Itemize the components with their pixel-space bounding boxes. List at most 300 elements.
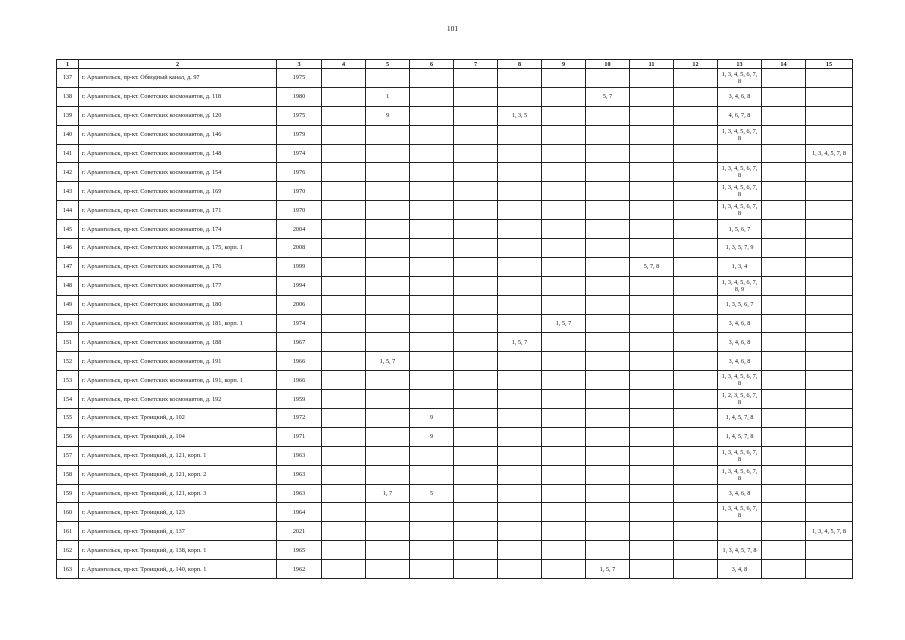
table-cell: [674, 352, 718, 371]
table-cell: [322, 144, 366, 163]
table-cell: [762, 333, 806, 352]
row-number-cell: 137: [57, 69, 79, 88]
table-cell: [410, 125, 454, 144]
table-row: [57, 522, 853, 541]
table-cell: [586, 522, 630, 541]
table-cell: [454, 446, 498, 465]
table-cell: [586, 427, 630, 446]
table-cell: [542, 446, 586, 465]
table-cell: [322, 484, 366, 503]
table-cell: 3, 4, 6, 8: [718, 314, 762, 333]
table-cell: [322, 465, 366, 484]
row-number-cell: 157: [57, 446, 79, 465]
address-cell: г. Архангельск, пр-кт. Советских космонавтов, д. 174: [79, 220, 277, 239]
table-cell: [762, 201, 806, 220]
table-cell: [454, 295, 498, 314]
table-cell: [762, 106, 806, 125]
table-cell: 1, 5, 7: [586, 560, 630, 579]
table-row: [57, 503, 853, 522]
table-cell: [542, 484, 586, 503]
row-number-cell: 156: [57, 427, 79, 446]
row-number-cell: 155: [57, 409, 79, 428]
table-cell: [674, 201, 718, 220]
row-number-cell: 140: [57, 125, 79, 144]
table-cell: [762, 390, 806, 409]
address-cell: г. Архангельск, пр-кт. Советских космонавтов, д. 177: [79, 276, 277, 295]
table-cell: [542, 541, 586, 560]
row-number-cell: 152: [57, 352, 79, 371]
address-cell: г. Архангельск, пр-кт. Советских космонавтов, д. 154: [79, 163, 277, 182]
table-cell: [454, 503, 498, 522]
table-row: [57, 314, 853, 333]
table-cell: [366, 163, 410, 182]
table-cell: [762, 371, 806, 390]
table-cell: [762, 522, 806, 541]
table-cell: [762, 352, 806, 371]
table-cell: 3, 4, 6, 8: [718, 333, 762, 352]
table-cell: [586, 409, 630, 428]
table-cell: [806, 163, 853, 182]
table-cell: [586, 182, 630, 201]
table-row: [57, 87, 853, 106]
table-cell: [410, 560, 454, 579]
table-cell: [454, 522, 498, 541]
table-cell: [674, 276, 718, 295]
row-number-cell: 145: [57, 220, 79, 239]
table-cell: [454, 276, 498, 295]
table-cell: [322, 333, 366, 352]
column-header: 2: [79, 60, 277, 69]
column-header: 1: [57, 60, 79, 69]
year-cell: 1994: [277, 276, 322, 295]
table-cell: [366, 522, 410, 541]
table-cell: [630, 239, 674, 258]
table-cell: [454, 163, 498, 182]
table-cell: [762, 503, 806, 522]
table-cell: [630, 333, 674, 352]
table-cell: [674, 541, 718, 560]
table-cell: [674, 446, 718, 465]
address-cell: г. Архангельск, пр-кт. Троицкий, д. 121, корп. 1: [79, 446, 277, 465]
table-cell: [322, 163, 366, 182]
table-cell: [586, 144, 630, 163]
table-cell: [542, 352, 586, 371]
table-cell: [366, 182, 410, 201]
table-cell: [498, 257, 542, 276]
address-cell: г. Архангельск, пр-кт. Троицкий, д. 121, корп. 2: [79, 465, 277, 484]
table-cell: [366, 541, 410, 560]
table-cell: 1, 3, 4, 5, 6, 7, 8: [718, 201, 762, 220]
address-cell: г. Архангельск, пр-кт. Троицкий, д. 140, корп. 1: [79, 560, 277, 579]
table-cell: [762, 484, 806, 503]
table-cell: [498, 522, 542, 541]
table-cell: [806, 541, 853, 560]
table-cell: [630, 69, 674, 88]
table-cell: 3, 4, 6, 8: [718, 352, 762, 371]
table-cell: 1, 3, 4, 5, 6, 7, 8: [718, 69, 762, 88]
address-cell: г. Архангельск, пр-кт. Обводный канал, д. 97: [79, 69, 277, 88]
year-cell: 1966: [277, 352, 322, 371]
table-cell: 1, 5, 7: [498, 333, 542, 352]
table-cell: [322, 409, 366, 428]
table-cell: [410, 201, 454, 220]
table-cell: [762, 144, 806, 163]
table-cell: [322, 371, 366, 390]
table-cell: [454, 390, 498, 409]
column-header: 5: [366, 60, 410, 69]
table-cell: 1, 5, 7: [366, 352, 410, 371]
table-cell: [322, 390, 366, 409]
table-cell: [762, 182, 806, 201]
year-cell: 1975: [277, 69, 322, 88]
table-cell: [498, 409, 542, 428]
table-cell: [410, 276, 454, 295]
table-cell: [410, 352, 454, 371]
row-number-cell: 149: [57, 295, 79, 314]
table-cell: [806, 69, 853, 88]
address-cell: г. Архангельск, пр-кт. Троицкий, д. 138, корп. 1: [79, 541, 277, 560]
table-cell: [586, 541, 630, 560]
table-cell: [366, 295, 410, 314]
table-cell: 1: [366, 87, 410, 106]
table-cell: [366, 446, 410, 465]
table-cell: [542, 163, 586, 182]
table-cell: [410, 541, 454, 560]
year-cell: 1959: [277, 390, 322, 409]
table-cell: [762, 239, 806, 258]
year-cell: 1962: [277, 560, 322, 579]
table-cell: [542, 560, 586, 579]
table-cell: [806, 390, 853, 409]
table-row: [57, 295, 853, 314]
table-cell: [630, 144, 674, 163]
table-cell: 1, 7: [366, 484, 410, 503]
address-cell: г. Архангельск, пр-кт. Троицкий, д. 123: [79, 503, 277, 522]
table-cell: [542, 465, 586, 484]
table-cell: [366, 125, 410, 144]
table-cell: [630, 446, 674, 465]
year-cell: 2006: [277, 295, 322, 314]
table-cell: [586, 220, 630, 239]
table-cell: [674, 427, 718, 446]
table-cell: [542, 522, 586, 541]
table-cell: [410, 257, 454, 276]
table-cell: [498, 352, 542, 371]
table-cell: [762, 276, 806, 295]
table-cell: [366, 371, 410, 390]
table-cell: [454, 352, 498, 371]
data-table: [56, 59, 853, 579]
table-cell: [674, 465, 718, 484]
table-row: [57, 465, 853, 484]
table-cell: [454, 125, 498, 144]
table-cell: 3, 4, 6, 8: [718, 87, 762, 106]
address-cell: г. Архангельск, пр-кт. Троицкий, д. 104: [79, 427, 277, 446]
table-cell: [410, 106, 454, 125]
table-cell: [366, 220, 410, 239]
address-cell: г. Архангельск, пр-кт. Советских космонавтов, д. 191, корп. 1: [79, 371, 277, 390]
table-cell: [762, 427, 806, 446]
year-cell: 1963: [277, 465, 322, 484]
address-cell: г. Архангельск, пр-кт. Троицкий, д. 137: [79, 522, 277, 541]
table-cell: 9: [410, 409, 454, 428]
row-number-cell: 143: [57, 182, 79, 201]
table-cell: 9: [366, 106, 410, 125]
table-cell: [322, 239, 366, 258]
table-cell: [366, 503, 410, 522]
table-cell: [806, 371, 853, 390]
address-cell: г. Архангельск, пр-кт. Советских космонавтов, д. 188: [79, 333, 277, 352]
table-cell: 1, 3, 5, 7, 9: [718, 239, 762, 258]
address-cell: г. Архангельск, пр-кт. Советских космонавтов, д. 181, корп. 1: [79, 314, 277, 333]
table-cell: [674, 314, 718, 333]
table-cell: 1, 2, 3, 5, 6, 7, 8: [718, 390, 762, 409]
table-cell: [410, 465, 454, 484]
table-cell: [630, 484, 674, 503]
table-cell: [454, 427, 498, 446]
address-cell: г. Архангельск, пр-кт. Советских космонавтов, д. 175, корп. 1: [79, 239, 277, 258]
table-cell: [498, 201, 542, 220]
table-cell: [674, 69, 718, 88]
table-cell: [762, 446, 806, 465]
table-cell: [674, 503, 718, 522]
table-cell: [542, 295, 586, 314]
table-cell: [674, 484, 718, 503]
table-cell: [674, 371, 718, 390]
table-cell: [366, 276, 410, 295]
table-cell: [806, 182, 853, 201]
table-cell: [322, 522, 366, 541]
row-number-cell: 144: [57, 201, 79, 220]
address-cell: г. Архангельск, пр-кт. Советских космонавтов, д. 180: [79, 295, 277, 314]
row-number-cell: 148: [57, 276, 79, 295]
year-cell: 1999: [277, 257, 322, 276]
table-cell: [542, 409, 586, 428]
row-number-cell: 159: [57, 484, 79, 503]
column-header: 7: [454, 60, 498, 69]
year-cell: 1963: [277, 484, 322, 503]
row-number-cell: 161: [57, 522, 79, 541]
table-cell: [674, 560, 718, 579]
table-row: [57, 371, 853, 390]
year-cell: 1964: [277, 503, 322, 522]
table-cell: [630, 427, 674, 446]
table-cell: [454, 220, 498, 239]
table-cell: [630, 409, 674, 428]
address-cell: г. Архангельск, пр-кт. Троицкий, д. 102: [79, 409, 277, 428]
page-number: 101: [446, 24, 459, 33]
table-cell: [674, 182, 718, 201]
table-cell: [410, 503, 454, 522]
table-cell: [542, 257, 586, 276]
year-cell: 1975: [277, 106, 322, 125]
table-cell: [410, 144, 454, 163]
table-cell: [498, 390, 542, 409]
year-cell: 1971: [277, 427, 322, 446]
table-cell: [542, 503, 586, 522]
table-cell: [630, 522, 674, 541]
table-cell: [322, 106, 366, 125]
table-cell: [630, 503, 674, 522]
address-cell: г. Архангельск, пр-кт. Советских космонавтов, д. 120: [79, 106, 277, 125]
table-cell: [322, 257, 366, 276]
table-cell: [806, 125, 853, 144]
table-row: [57, 333, 853, 352]
table-cell: [674, 295, 718, 314]
table-cell: [542, 125, 586, 144]
column-header: 12: [674, 60, 718, 69]
address-cell: г. Архангельск, пр-кт. Советских космонавтов, д. 169: [79, 182, 277, 201]
table-cell: [630, 220, 674, 239]
table-cell: 1, 3, 4, 5, 7, 8: [806, 522, 853, 541]
table-row: [57, 560, 853, 579]
table-cell: [454, 201, 498, 220]
table-cell: 1, 5, 6, 7: [718, 220, 762, 239]
table-cell: [630, 541, 674, 560]
table-cell: [366, 427, 410, 446]
year-cell: 1972: [277, 409, 322, 428]
table-cell: [718, 522, 762, 541]
table-cell: [498, 465, 542, 484]
table-cell: 1, 5, 7: [542, 314, 586, 333]
table-cell: [806, 87, 853, 106]
table-cell: [586, 69, 630, 88]
row-number-cell: 160: [57, 503, 79, 522]
row-number-cell: 139: [57, 106, 79, 125]
table-cell: 1, 4, 5, 7, 8: [718, 409, 762, 428]
table-cell: [586, 257, 630, 276]
table-cell: [762, 560, 806, 579]
table-row: [57, 125, 853, 144]
table-cell: [498, 125, 542, 144]
address-cell: г. Архангельск, пр-кт. Советских космонавтов, д. 146: [79, 125, 277, 144]
table-cell: [762, 163, 806, 182]
year-cell: 1974: [277, 314, 322, 333]
table-cell: [586, 314, 630, 333]
table-cell: [454, 484, 498, 503]
row-number-cell: 146: [57, 239, 79, 258]
table-cell: [542, 69, 586, 88]
table-cell: [674, 163, 718, 182]
table-cell: [322, 314, 366, 333]
table-cell: 1, 3, 4, 5, 6, 7, 8: [718, 465, 762, 484]
table-cell: [410, 446, 454, 465]
table-cell: [366, 409, 410, 428]
table-cell: [542, 144, 586, 163]
table-cell: [586, 163, 630, 182]
table-cell: [410, 295, 454, 314]
table-cell: [322, 182, 366, 201]
table-cell: [410, 69, 454, 88]
table-cell: [410, 522, 454, 541]
year-cell: 1963: [277, 446, 322, 465]
table-cell: [630, 182, 674, 201]
table-cell: [454, 371, 498, 390]
table-cell: [322, 295, 366, 314]
table-cell: [366, 333, 410, 352]
table-cell: [322, 69, 366, 88]
table-cell: [630, 87, 674, 106]
table-cell: [498, 371, 542, 390]
table-cell: [322, 201, 366, 220]
table-cell: [806, 560, 853, 579]
table-cell: [322, 541, 366, 560]
table-cell: [454, 465, 498, 484]
year-cell: 1970: [277, 182, 322, 201]
year-cell: 1965: [277, 541, 322, 560]
table-cell: [806, 276, 853, 295]
table-cell: [366, 390, 410, 409]
table-cell: [322, 220, 366, 239]
table-cell: 1, 3, 5: [498, 106, 542, 125]
table-cell: [630, 163, 674, 182]
table-cell: [542, 182, 586, 201]
table-cell: 4, 6, 7, 8: [718, 106, 762, 125]
year-cell: 1980: [277, 87, 322, 106]
table-cell: [410, 87, 454, 106]
table-cell: [498, 239, 542, 258]
table-cell: 3, 4, 8: [718, 560, 762, 579]
table-cell: [498, 144, 542, 163]
table-cell: [498, 182, 542, 201]
table-cell: [366, 560, 410, 579]
table-row: [57, 446, 853, 465]
table-cell: [806, 409, 853, 428]
table-cell: [322, 427, 366, 446]
table-cell: 5: [410, 484, 454, 503]
table-cell: [454, 182, 498, 201]
table-row: [57, 239, 853, 258]
row-number-cell: 147: [57, 257, 79, 276]
table-row: [57, 106, 853, 125]
table-cell: [762, 465, 806, 484]
address-cell: г. Архангельск, пр-кт. Советских космонавтов, д. 118: [79, 87, 277, 106]
table-cell: [806, 465, 853, 484]
address-cell: г. Архангельск, пр-кт. Советских космонавтов, д. 176: [79, 257, 277, 276]
row-number-cell: 154: [57, 390, 79, 409]
table-cell: [498, 503, 542, 522]
table-cell: [542, 201, 586, 220]
row-number-cell: 153: [57, 371, 79, 390]
table-cell: [322, 276, 366, 295]
table-row: [57, 201, 853, 220]
table-cell: [806, 314, 853, 333]
table-cell: [454, 69, 498, 88]
row-number-cell: 163: [57, 560, 79, 579]
table-row: [57, 69, 853, 88]
table-cell: [498, 220, 542, 239]
table-row: [57, 541, 853, 560]
table-cell: [762, 69, 806, 88]
table-cell: [762, 541, 806, 560]
table-row: [57, 144, 853, 163]
table-cell: [630, 352, 674, 371]
table-body: [57, 69, 853, 579]
table-cell: [762, 314, 806, 333]
table-cell: [674, 125, 718, 144]
table-cell: [454, 106, 498, 125]
year-cell: 1970: [277, 201, 322, 220]
table-cell: [630, 295, 674, 314]
table-cell: 1, 3, 4, 5, 6, 7, 8: [718, 371, 762, 390]
table-cell: [498, 276, 542, 295]
table-cell: [806, 220, 853, 239]
table-row: [57, 276, 853, 295]
column-header: 14: [762, 60, 806, 69]
table-cell: [586, 239, 630, 258]
table-cell: [366, 144, 410, 163]
table-row: [57, 182, 853, 201]
